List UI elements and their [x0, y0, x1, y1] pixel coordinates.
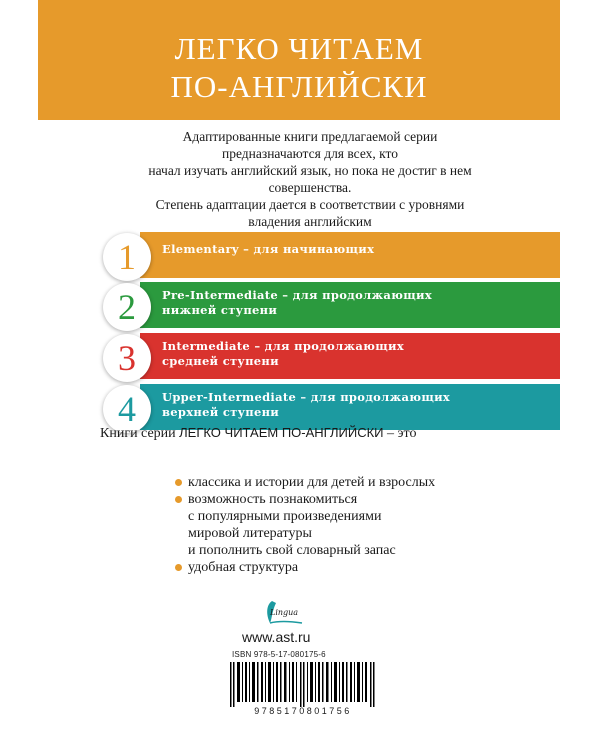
intro-line: совершенства.: [268, 180, 352, 195]
intro-line: предназначаются для всех, кто: [221, 146, 399, 161]
bullet-icon: [175, 496, 182, 503]
level-3-desc: – для продолжающих: [250, 339, 405, 353]
isbn-number: ISBN 978-5-17-080175-6: [232, 650, 326, 659]
feature-text: возможность познакомиться: [188, 492, 358, 507]
intro-text: [130, 128, 490, 247]
intro-line: владения английским: [248, 214, 372, 229]
level-1-text: [162, 242, 552, 257]
level-1-number: 1: [103, 233, 151, 281]
series-title-line1: ЛЕГКО ЧИТАЕМ: [174, 31, 424, 66]
series-prefix: Книги серии: [100, 426, 180, 441]
feature-item: [175, 491, 535, 508]
feature-text: классика и истории для детей и взрослых: [188, 475, 436, 490]
series-brand: ЛЕГКО ЧИТАЕМ ПО-АНГЛИЙСКИ: [179, 425, 384, 440]
header-panel: [38, 0, 560, 120]
level-3-number: 3: [103, 334, 151, 382]
level-4-text: [162, 390, 552, 420]
feature-continuation: мировой литературы: [188, 526, 312, 541]
level-4-title: Upper-Intermediate: [162, 390, 297, 404]
level-3-title: Intermediate: [162, 339, 251, 353]
level-4-number: 4: [103, 385, 151, 433]
level-1-title: Elementary: [162, 242, 239, 256]
feature-item: [175, 559, 535, 576]
intro-line: начал изучать английский язык, но пока не достиг в нем: [148, 163, 472, 178]
intro-line: Степень адаптации дается в соответствии с уровнями: [155, 197, 465, 212]
series-description: [100, 425, 520, 442]
bullet-icon: [175, 564, 182, 571]
header: [0, 0, 600, 120]
level-4-desc-line2: верхней ступени: [162, 405, 280, 419]
level-2-number: 2: [103, 283, 151, 331]
level-1-desc: – для начинающих: [238, 242, 375, 256]
intro-line: Адаптированные книги предлагаемой серии: [182, 129, 438, 144]
bullet-icon: [175, 479, 182, 486]
series-suffix: – это: [383, 426, 417, 441]
level-3-desc-line2: средней ступени: [162, 354, 279, 368]
series-title-line2: ПО-АНГЛИЙСКИ: [170, 69, 428, 104]
level-2: [0, 282, 600, 332]
website-url: www.ast.ru: [242, 629, 311, 645]
feature-continuation: с популярными произведениями: [188, 509, 382, 524]
level-2-text: [162, 288, 552, 318]
feature-list: [175, 474, 535, 576]
level-3-text: [162, 339, 552, 369]
feature-item: [175, 474, 535, 491]
barcode-digits: 9785170801756: [254, 706, 352, 716]
feature-continuation: и пополнить свой словарный запас: [188, 543, 396, 558]
level-2-title: Pre-Intermediate: [162, 288, 278, 302]
level-2-desc: – для продолжающих: [278, 288, 432, 302]
level-1: [0, 232, 600, 282]
barcode-icon: [228, 662, 378, 707]
level-2-desc-line2: нижней ступени: [162, 303, 278, 317]
level-3: [0, 333, 600, 383]
feature-text: удобная структура: [188, 560, 299, 575]
publisher-logo-text: Lingua: [270, 608, 299, 617]
level-4-desc: – для продолжающих: [296, 390, 451, 404]
